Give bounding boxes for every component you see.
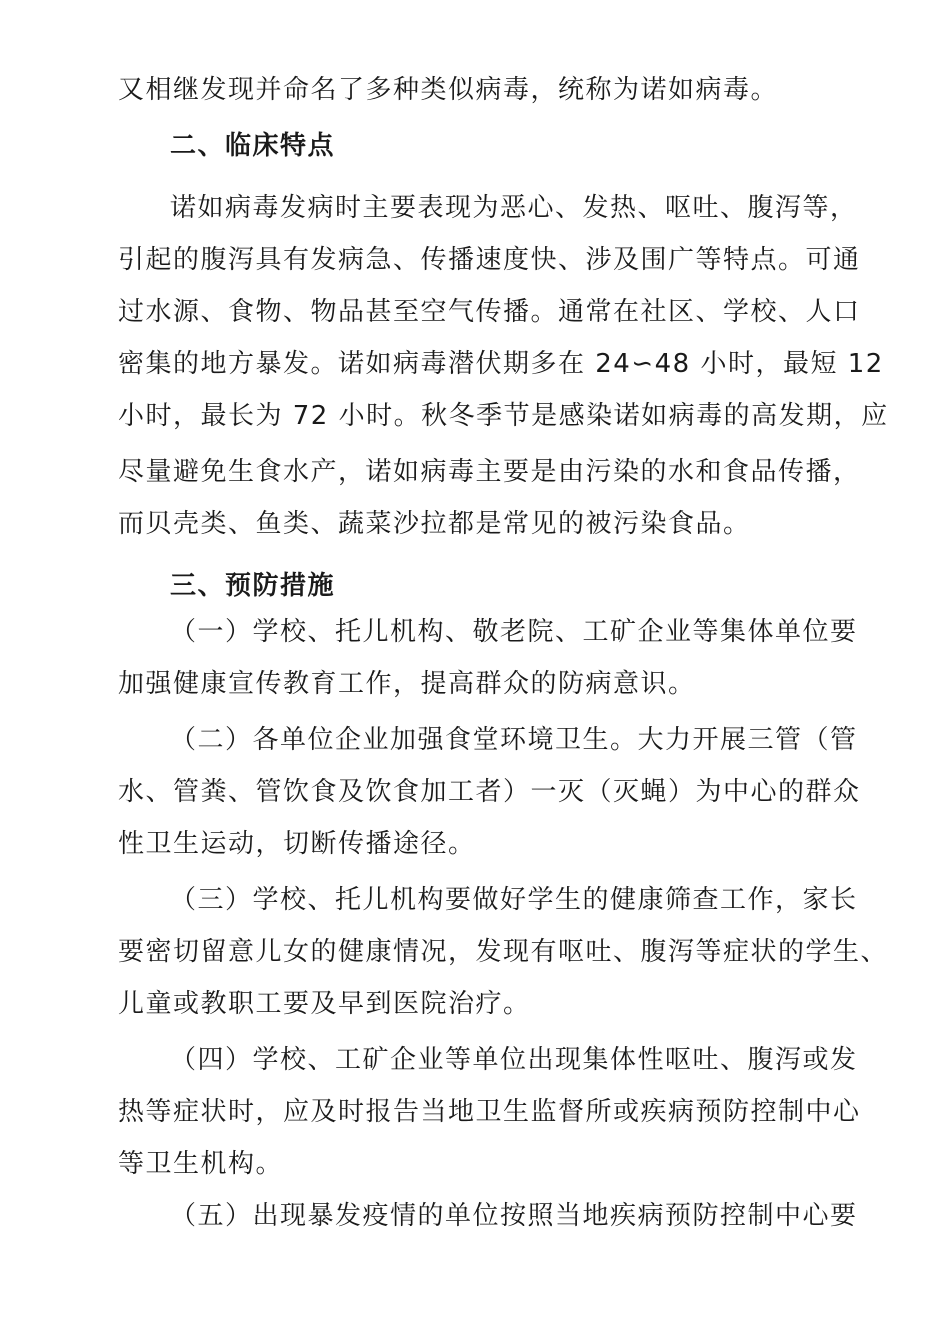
paragraph-line: 又相继发现并命名了多种类似病毒，统称为诺如病毒。	[118, 75, 779, 105]
paragraph-line: （一）学校、托儿机构、敬老院、工矿企业等集体单位要	[170, 617, 858, 647]
paragraph-line: （三）学校、托儿机构要做好学生的健康筛查工作，家长	[170, 885, 858, 915]
paragraph-line: （二）各单位企业加强食堂环境卫生。大力开展三管（管	[170, 725, 858, 755]
paragraph-line: 过水源、食物、物品甚至空气传播。通常在社区、学校、人口	[118, 297, 861, 327]
paragraph-line: 水、管粪、管饮食及饮食加工者）一灭（灭蝇）为中心的群众	[118, 777, 861, 807]
paragraph-line: 诺如病毒发病时主要表现为恶心、发热、呕吐、腹泻等，	[170, 193, 858, 223]
section-heading-clinical: 二、临床特点	[170, 131, 336, 161]
paragraph-line: 儿童或教职工要及早到医院治疗。	[118, 989, 531, 1019]
paragraph-line: 性卫生运动，切断传播途径。	[118, 829, 476, 859]
paragraph-line: 热等症状时，应及时报告当地卫生监督所或疾病预防控制中心	[118, 1097, 861, 1127]
section-heading-prevention: 三、预防措施	[170, 571, 336, 601]
paragraph-line: 引起的腹泻具有发病急、传播速度快、涉及围广等特点。可通	[118, 245, 861, 275]
paragraph-line: 而贝壳类、鱼类、蔬菜沙拉都是常见的被污染食品。	[118, 509, 751, 539]
paragraph-line: （四）学校、工矿企业等单位出现集体性呕吐、腹泻或发	[170, 1045, 858, 1075]
paragraph-line: 尽量避免生食水产，诺如病毒主要是由污染的水和食品传播，	[118, 457, 861, 487]
paragraph-line: （五）出现暴发疫情的单位按照当地疾病预防控制中心要	[170, 1201, 858, 1231]
paragraph-line: 小时，最长为 72 小时。秋冬季节是感染诺如病毒的高发期，应	[118, 401, 889, 431]
paragraph-line: 加强健康宣传教育工作，提高群众的防病意识。	[118, 669, 696, 699]
paragraph-line: 要密切留意儿女的健康情况，发现有呕吐、腹泻等症状的学生、	[118, 937, 889, 967]
paragraph-line: 等卫生机构。	[118, 1149, 284, 1179]
paragraph-line: 密集的地方暴发。诺如病毒潜伏期多在 24∽48 小时，最短 12	[118, 349, 884, 379]
